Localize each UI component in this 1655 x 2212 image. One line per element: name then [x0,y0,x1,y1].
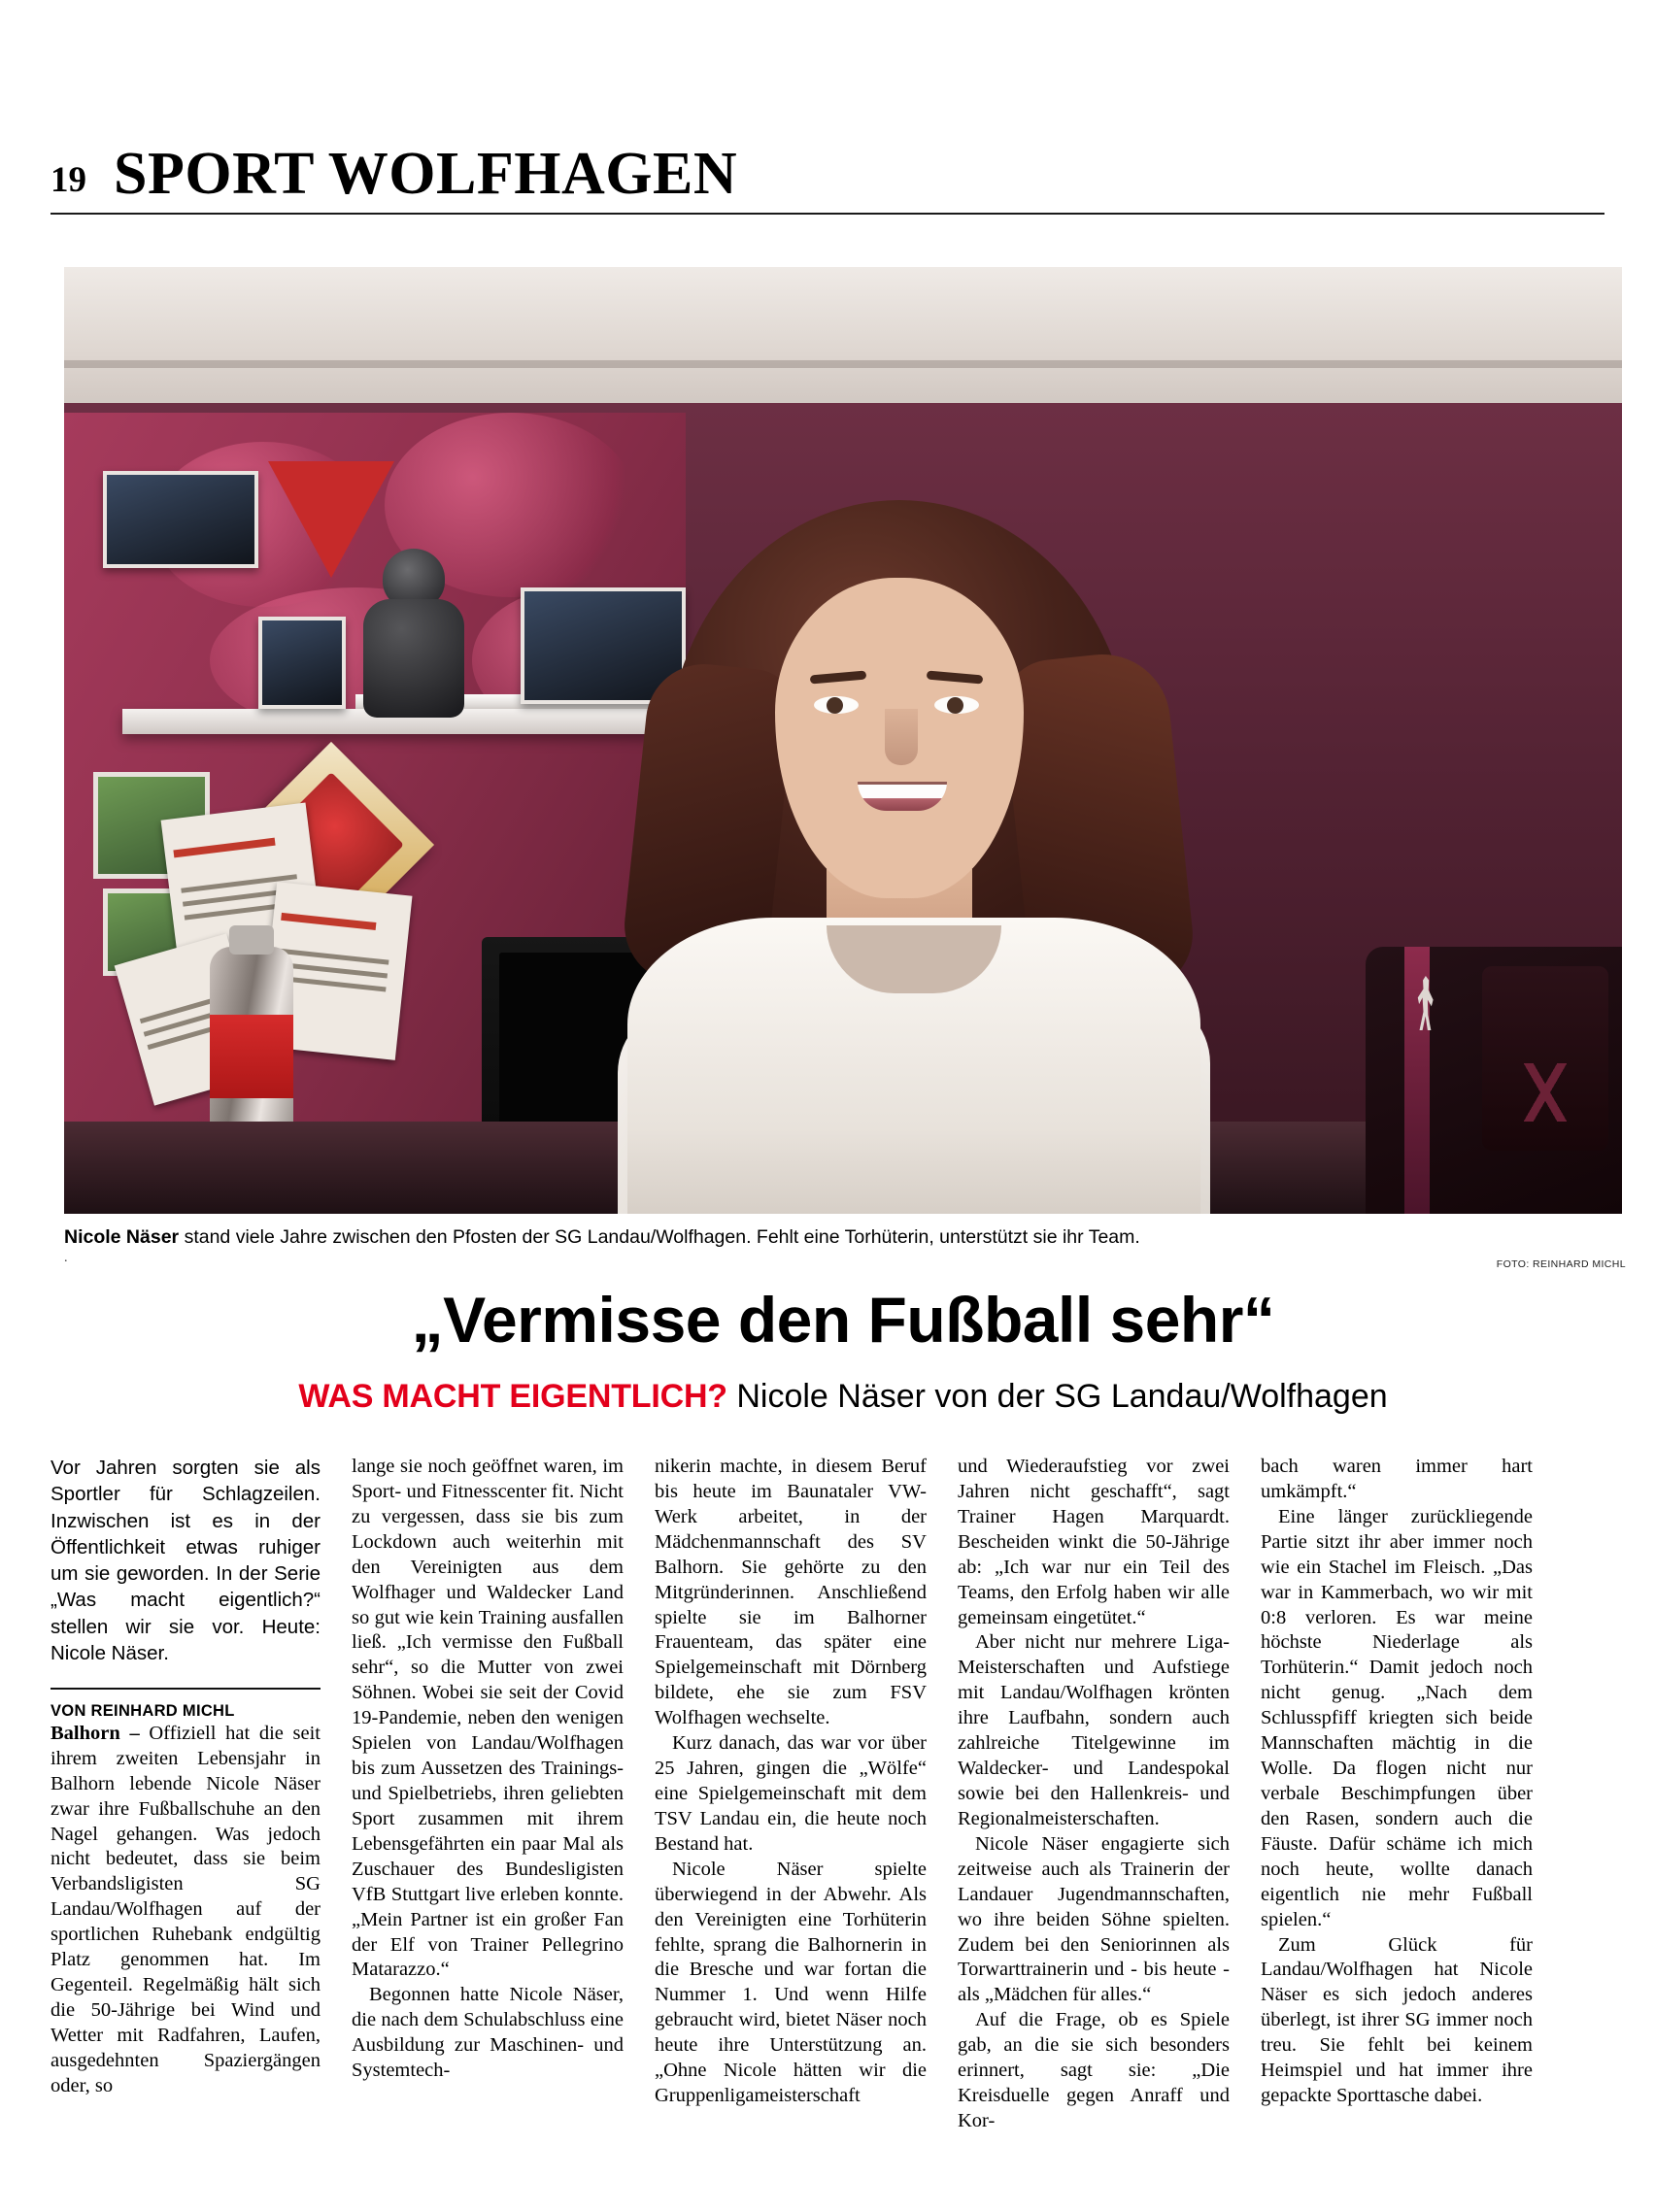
masthead [51,126,1604,207]
paragraph: Nicole Näser engagierte sich zeitweise auch als Trainerin der Landauer Jugendmannschaften, wo ihre beiden Söhne spielten. Zudem bei den Seniorinnen als Torwarttrainerin und - bis heute - als „Mädchen für alles.“ [958,1832,1230,2006]
gaming-chair [1366,947,1622,1214]
nose [885,709,918,765]
paragraph [51,1722,321,2099]
paragraph: nikerin machte, in diesem Beruf bis heute im Baunataler VW-Werk arbeitet, in der Mädchenmannschaft des SV Balhorn. Sie gehörte zu den Mitgründerinnen. Anschließend spielte sie im Balhorner Frauenteam, das später eine Spielgemeinschaft mit Dörnberg bildete, ehe sie zum FSV Wolfhagen wechselte. [655,1456,927,1729]
kicker-label: WAS MACHT EIGENTLICH? [298,1378,727,1415]
framed-photo [258,617,346,709]
paragraph: Nicole Näser spielte überwiegend in der Abwehr. Als den Vereinigten eine Torhüterin fehlte, sprang die Balhornerin in die Bresche und war fortan die Nummer 1. Und wenn Hilfe gebraucht wird, bietet Näser noch heute ihre Unterstützung an. „Ohne Nicole hätten wir die Gruppenligameisterschaft [655,1858,927,2107]
photo-illustration [64,267,1622,1214]
article-photo [64,267,1622,1214]
paragraph: Kurz danach, das war vor über 25 Jahren, gingen die „Wölfe“ eine Spielgemeinschaft mit dem TSV Landau ein, die heute noch Bestand hat. [655,1732,927,1855]
photo-caption [64,1225,1453,1249]
person-portrait [608,490,1210,1214]
paragraph-text: Offiziell hat die seit ihrem zweiten Lebensjahr in Balhorn lebende Nicole Näser zwar ihre Fußballschuhe an den Nagel gehangen. Was jedoch nicht bedeutet, dass sie beim Verbandsligisten SG Landau/Wolfhagen auf der sportlichen Ruhebank endgültig Platz genommen hat. Im Gegenteil. Regelmäßig hält sich die 50-Jährige bei Wind und Wetter mit Radfahren, Laufen, ausgedehnten Spaziergängen oder, so [51,1722,321,2096]
article-headline: „Vermisse den Fußball sehr“ [411,1284,1275,1356]
ceiling [64,267,1622,413]
article-kicker [64,1377,1622,1417]
column-2 [352,1455,624,2193]
column-5 [1261,1455,1533,2193]
paragraph: Zum Glück für Landau/Wolfhagen hat Nicole Näser es sich jedoch anderes überlegt, ist ihrer SG immer noch treu. Sie fehlt bei keinem Heimspiel und hat immer ihre gepackte Sporttasche dabei. [1261,1933,1533,2107]
column-3 [655,1455,927,2193]
paragraph: Auf die Frage, ob es Spiele gab, an die sie sich besonders erinnert, sagt sie: „Die Kreisduelle gegen Anraff und Kor- [958,2009,1230,2131]
section-title: SPORT WOLFHAGEN [114,141,738,207]
caption-lead: Nicole Näser [64,1226,180,1248]
dateline: Balhorn – [51,1722,140,1744]
masthead-divider [51,213,1604,215]
page-number: 19 [51,160,86,200]
wall-art [103,471,258,568]
article-lead: Vor Jahren sorgten sie als Sportler für Schlagzeilen. Inzwischen ist es in der Öffentlichkeit etwas ruhiger um sie geworden. In der Serie „Was macht eigentlich?“ stellen wir sie vor. Heute: Nicole Näser. [51,1457,321,1664]
eye-left [814,696,859,714]
eye-right [934,696,979,714]
paragraph: Eine länger zurückliegende Partie sitzt ihr aber immer noch wie ein Stachel im Fleisch. „Das war in Kammerbach, wo wir mit 0:8 verloren. Es war meine höchste Niederlage als Torhüterin.“ Damit jedoch noch nicht genug. „Nach dem Schlusspfiff kriegten sich beide Mannschaften mächtig in die Wolle. Da flogen nicht nur verbale Beschimpfungen über den Rasen, sondern auch die Fäuste. Dafür schäme ich mich noch heute, wollte danach eigentlich nie mehr Fußball spielen.“ [1261,1505,1533,1930]
photo-credit: FOTO: REINHARD MICHL [1496,1258,1626,1270]
article-body [51,1455,1608,2193]
caption-dash: . [64,1251,68,1265]
caption-rest: stand viele Jahre zwischen den Pfosten der SG Landau/Wolfhagen. Fehlt eine Torhüterin, unterstützt sie ihr Team. [179,1226,1140,1248]
paragraph: und Wiederaufstieg vor zwei Jahren nicht geschafft“, sagt Trainer Hagen Marquardt. Bescheiden winkt die 50-Jährige ab: „Ich war nur ein Teil des Teams, den Erfolg haben wir alle gemeinsam eingetütet.“ [958,1456,1230,1628]
column-4 [958,1455,1230,2193]
column-1 [51,1455,321,2193]
kicker-subject: Nicole Näser von der SG Landau/Wolfhagen [726,1378,1388,1415]
paragraph: bach waren immer hart umkämpft.“ [1261,1456,1533,1502]
sweater [627,918,1200,1214]
paragraph: Begonnen hatte Nicole Näser, die nach dem Schulabschluss eine Ausbildung zur Maschinen- und Systemtech- [352,1984,624,2082]
paragraph: Aber nicht nur mehrere Liga-Meisterschaften und Aufstiege mit Landau/Wolfhagen krönten ihre Laufbahn, sondern auch zahlreiche Titelgewinne im Waldecker- und Landespokal sowie bei den Hallenkreis- und Regionalmeisterschaften. [958,1631,1230,1829]
byline: VON REINHARD MICHL [51,1688,321,1722]
paragraph: lange sie noch geöffnet waren, im Sport- und Fitnesscenter fit. Nicht zu vergessen, dass sie bis zum Lockdown auch weiterhin mit den Vereinigten aus dem Wolfhager und Waldecker Land so gut wie kein Training ausfallen ließ. „Ich vermisse den Fußball sehr“, so die Mutter von zwei Söhnen. Wobei sie seit der Covid 19-Pandemie, neben den wenigen Spielen von Landau/Wolfhagen bis zum Aussetzen des Trainings- und Spielbetriebs, ihren geliebten Sport zusammen mit ihrem Lebensgefährten ein paar Mal als Zuschauer des Bundesligisten VfB Stuttgart live erleben konnte. „Mein Partner ist ein großer Fan der Elf von Trainer Pellegrino Matarazzo.“ [352,1456,624,1981]
figurine [355,549,472,719]
